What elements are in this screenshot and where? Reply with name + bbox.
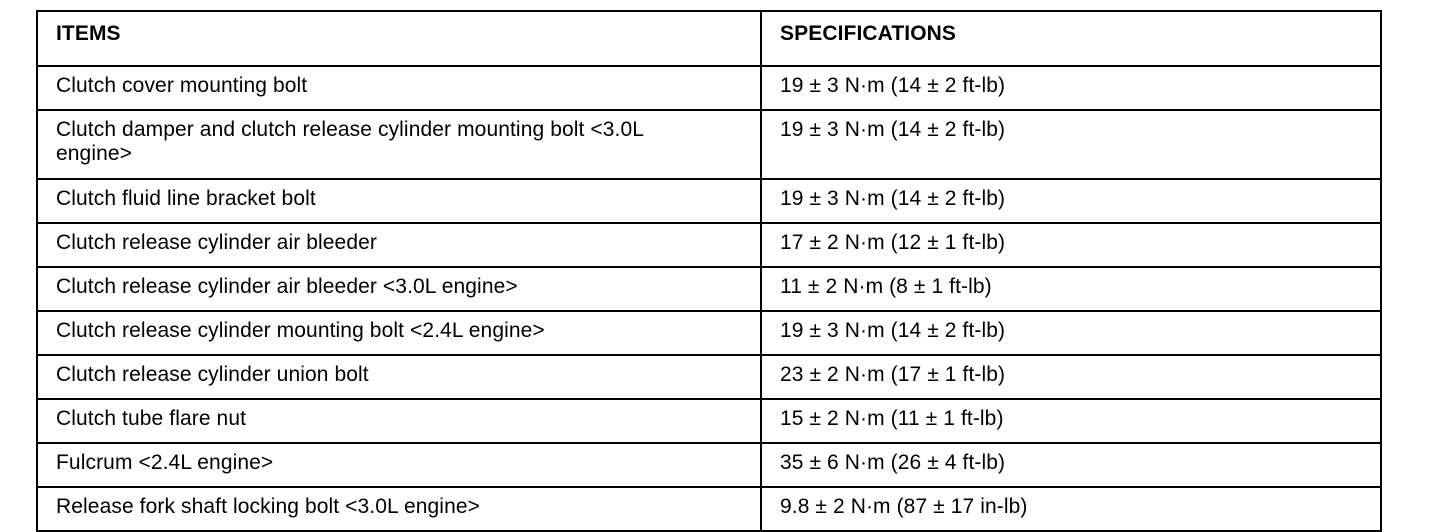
item-cell: Clutch release cylinder mounting bolt <2.4L engine> bbox=[37, 311, 761, 355]
table-row bbox=[37, 179, 1381, 223]
spec-cell: 9.8 ± 2 N·m (87 ± 17 in-lb) bbox=[761, 487, 1381, 531]
spec-cell: 19 ± 3 N·m (14 ± 2 ft-lb) bbox=[761, 66, 1381, 110]
items-column-header: ITEMS bbox=[37, 11, 761, 66]
specifications-column-header: SPECIFICATIONS bbox=[761, 11, 1381, 66]
item-cell: Release fork shaft locking bolt <3.0L engine> bbox=[37, 487, 761, 531]
table-row bbox=[37, 110, 1381, 179]
spec-cell: 19 ± 3 N·m (14 ± 2 ft-lb) bbox=[761, 311, 1381, 355]
table-header-row bbox=[37, 11, 1381, 66]
table-row bbox=[37, 66, 1381, 110]
item-cell: Fulcrum <2.4L engine> bbox=[37, 443, 761, 487]
specifications-table bbox=[36, 10, 1382, 532]
item-cell: Clutch damper and clutch release cylinder mounting bolt <3.0L engine> bbox=[37, 110, 761, 179]
spec-cell: 19 ± 3 N·m (14 ± 2 ft-lb) bbox=[761, 110, 1381, 179]
table-row bbox=[37, 355, 1381, 399]
item-cell: Clutch cover mounting bolt bbox=[37, 66, 761, 110]
spec-cell: 17 ± 2 N·m (12 ± 1 ft-lb) bbox=[761, 223, 1381, 267]
spec-cell: 23 ± 2 N·m (17 ± 1 ft-lb) bbox=[761, 355, 1381, 399]
item-cell: Clutch release cylinder union bolt bbox=[37, 355, 761, 399]
table-row bbox=[37, 223, 1381, 267]
table-row bbox=[37, 443, 1381, 487]
item-cell: Clutch tube flare nut bbox=[37, 399, 761, 443]
table-row bbox=[37, 399, 1381, 443]
spec-cell: 35 ± 6 N·m (26 ± 4 ft-lb) bbox=[761, 443, 1381, 487]
item-cell: Clutch fluid line bracket bolt bbox=[37, 179, 761, 223]
item-cell: Clutch release cylinder air bleeder <3.0L engine> bbox=[37, 267, 761, 311]
table-row bbox=[37, 267, 1381, 311]
spec-cell: 11 ± 2 N·m (8 ± 1 ft-lb) bbox=[761, 267, 1381, 311]
table-row bbox=[37, 487, 1381, 531]
spec-cell: 15 ± 2 N·m (11 ± 1 ft-lb) bbox=[761, 399, 1381, 443]
table-row bbox=[37, 311, 1381, 355]
spec-cell: 19 ± 3 N·m (14 ± 2 ft-lb) bbox=[761, 179, 1381, 223]
item-cell: Clutch release cylinder air bleeder bbox=[37, 223, 761, 267]
